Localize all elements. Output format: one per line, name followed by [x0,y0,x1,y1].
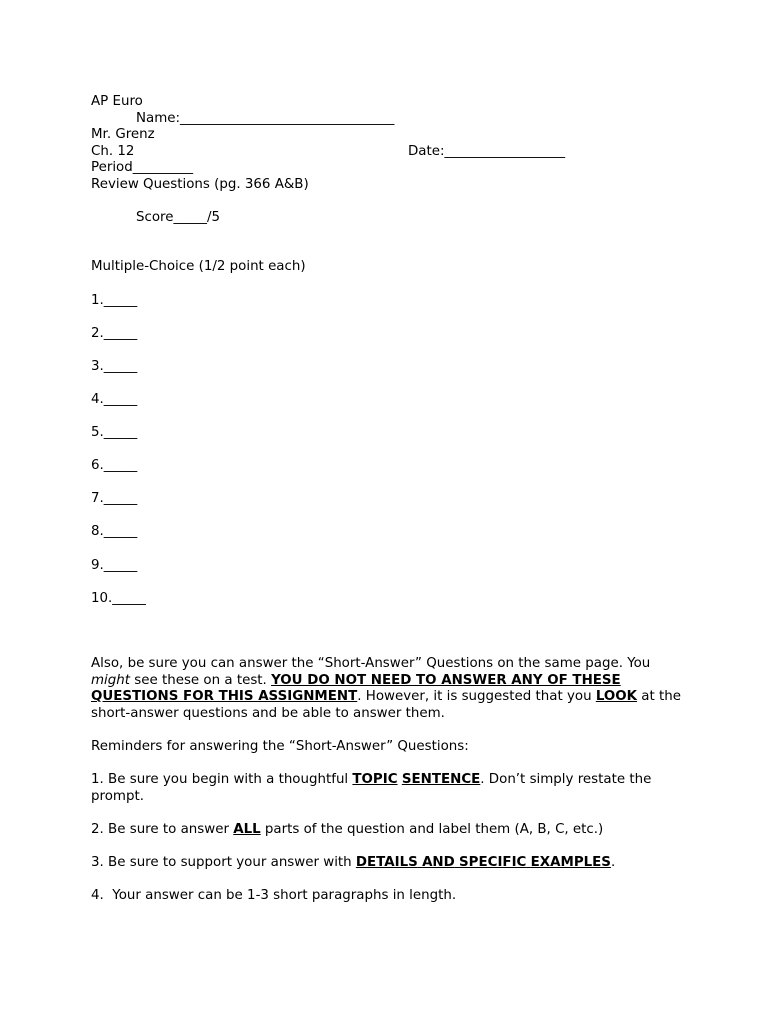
reminder-keyword: AND [422,855,455,870]
teacher-name: Mr. Grenz [91,127,155,142]
reminder-item [91,822,691,839]
mc-item: 1._____ [91,293,138,308]
mc-heading: Multiple-Choice (1/2 point each) [91,259,306,274]
mc-item: 6._____ [91,458,138,473]
reminder-text: parts of the question and label them (A, B, C, etc.) [260,822,604,837]
reminder-keyword: SPECIFIC [459,855,527,870]
note-text: at the short-answer questions and be able to answer them. [91,689,681,721]
review-title: Review Questions (pg. 366 A&B) [91,177,309,192]
score-field: Score_____/5 [136,210,221,225]
note-text: . However, it is suggested that you [357,689,596,705]
reminder-text: 3. Be sure to support your answer with [91,855,356,870]
mc-item: 8._____ [91,524,138,539]
reminder-text: 2. Be sure to answer [91,822,234,837]
reminder-text: 1. Be sure you begin with a thoughtful [91,772,353,787]
mc-item: 9._____ [91,558,138,573]
mc-item: 5._____ [91,425,138,440]
note-text: see these on a test. [130,672,272,688]
note-text: Also, be sure you can answer the “Short-Answer” Questions on the same page. You [91,656,651,671]
mc-item: 10._____ [91,591,146,606]
date-field: Date:__________________ [408,144,566,159]
reminders-heading: Reminders for answering the “Short-Answer” Questions: [91,739,469,754]
reminder-text: . [610,855,616,870]
reminder-item: 4. Your answer can be 1-3 short paragraphs in length. [91,888,457,903]
name-field: Name:________________________________ [136,111,395,126]
reminder-keyword: DETAILS [355,855,418,870]
mc-item: 2._____ [91,326,138,341]
reminder-item [91,772,691,805]
reminder-keyword: TOPIC [352,772,398,787]
period-field: Period_________ [91,160,194,175]
reminder-keyword: EXAMPLES [530,855,611,870]
mc-item: 4._____ [91,392,138,407]
chapter-label: Ch. 12 [91,144,135,159]
course-title: AP Euro [91,94,143,109]
reminder-text: . Don’t simply restate the prompt. [91,772,652,804]
reminder-item [91,855,691,872]
mc-item: 3._____ [91,359,138,374]
reminder-keyword: ALL [233,822,261,837]
assignment-note [91,656,691,722]
note-warning: YOU DO NOT NEED TO ANSWER ANY OF THESE QUESTIONS FOR THIS ASSIGNMENT [91,672,621,705]
mc-item: 7._____ [91,491,138,506]
reminder-keyword: SENTENCE [401,772,481,787]
note-emphasis: might [91,672,131,688]
note-look: LOOK [595,689,638,705]
